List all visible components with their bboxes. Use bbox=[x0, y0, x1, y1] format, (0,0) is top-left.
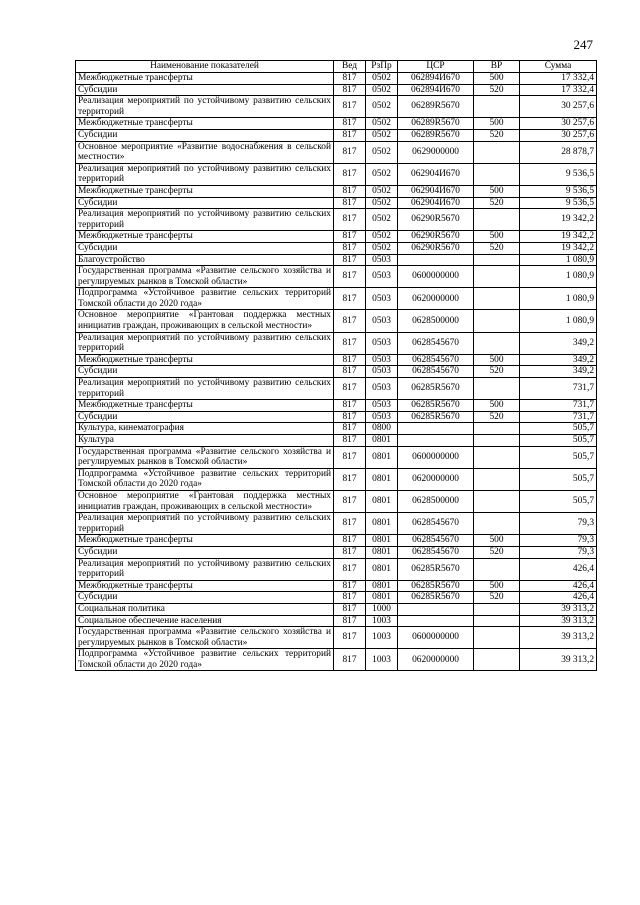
page-number: 247 bbox=[573, 37, 593, 52]
cell-rzpr: 0503 bbox=[366, 254, 398, 266]
cell-sum: 19 342,2 bbox=[520, 209, 597, 231]
table-row bbox=[76, 197, 597, 209]
cell-vr bbox=[474, 96, 520, 118]
table-row bbox=[76, 446, 597, 468]
cell-name: Реализация мероприятий по устойчивому развитию сельских территорий bbox=[76, 558, 334, 580]
cell-csr: 0620000000 bbox=[398, 288, 474, 310]
cell-sum: 426,4 bbox=[520, 558, 597, 580]
cell-vr: 520 bbox=[474, 129, 520, 141]
cell-name: Межбюджетные трансферты bbox=[76, 185, 334, 197]
cell-vr: 520 bbox=[474, 592, 520, 604]
cell-vr bbox=[474, 435, 520, 447]
cell-csr: 06285R5670 bbox=[398, 378, 474, 400]
cell-csr: 0628545670 bbox=[398, 354, 474, 366]
cell-vr: 520 bbox=[474, 242, 520, 254]
cell-vr: 500 bbox=[474, 580, 520, 592]
cell-ved: 817 bbox=[334, 490, 366, 512]
cell-ved: 817 bbox=[334, 513, 366, 535]
cell-sum: 17 332,4 bbox=[520, 73, 597, 85]
cell-ved: 817 bbox=[334, 242, 366, 254]
cell-vr bbox=[474, 649, 520, 671]
cell-csr bbox=[398, 423, 474, 435]
cell-rzpr: 0801 bbox=[366, 435, 398, 447]
cell-rzpr: 0801 bbox=[366, 558, 398, 580]
header-name: Наименование показателей bbox=[76, 61, 334, 73]
cell-vr bbox=[474, 209, 520, 231]
cell-name: Межбюджетные трансферты bbox=[76, 118, 334, 130]
cell-vr: 520 bbox=[474, 366, 520, 378]
cell-ved: 817 bbox=[334, 231, 366, 243]
cell-sum: 9 536,5 bbox=[520, 185, 597, 197]
cell-ved: 817 bbox=[334, 288, 366, 310]
cell-sum: 30 257,6 bbox=[520, 129, 597, 141]
table-row bbox=[76, 310, 597, 332]
cell-name: Субсидии bbox=[76, 546, 334, 558]
cell-rzpr: 0801 bbox=[366, 513, 398, 535]
table-row bbox=[76, 649, 597, 671]
cell-rzpr: 0503 bbox=[366, 378, 398, 400]
cell-name: Субсидии bbox=[76, 197, 334, 209]
cell-name: Реализация мероприятий по устойчивому развитию сельских территорий bbox=[76, 513, 334, 535]
cell-rzpr: 0503 bbox=[366, 411, 398, 423]
cell-name: Основное мероприятие «Развитие водоснабжения в сельской местности» bbox=[76, 141, 334, 163]
cell-rzpr: 0800 bbox=[366, 423, 398, 435]
cell-ved: 817 bbox=[334, 141, 366, 163]
cell-rzpr: 0502 bbox=[366, 231, 398, 243]
cell-rzpr: 0503 bbox=[366, 400, 398, 412]
cell-name: Субсидии bbox=[76, 129, 334, 141]
cell-csr: 0628545670 bbox=[398, 366, 474, 378]
cell-ved: 817 bbox=[334, 118, 366, 130]
table-row bbox=[76, 185, 597, 197]
cell-ved: 817 bbox=[334, 332, 366, 354]
cell-name: Подпрограмма «Устойчивое развитие сельских территорий Томской области до 2020 года» bbox=[76, 288, 334, 310]
cell-sum: 39 313,2 bbox=[520, 603, 597, 615]
cell-ved: 817 bbox=[334, 468, 366, 490]
cell-rzpr: 0801 bbox=[366, 446, 398, 468]
cell-vr bbox=[474, 254, 520, 266]
cell-rzpr: 0801 bbox=[366, 490, 398, 512]
cell-sum: 505,7 bbox=[520, 423, 597, 435]
cell-vr bbox=[474, 378, 520, 400]
cell-csr bbox=[398, 603, 474, 615]
cell-csr: 062904И670 bbox=[398, 163, 474, 185]
cell-rzpr: 0503 bbox=[366, 354, 398, 366]
cell-ved: 817 bbox=[334, 546, 366, 558]
cell-vr: 500 bbox=[474, 118, 520, 130]
cell-vr bbox=[474, 423, 520, 435]
cell-name: Межбюджетные трансферты bbox=[76, 73, 334, 85]
table-row bbox=[76, 580, 597, 592]
cell-ved: 817 bbox=[334, 209, 366, 231]
cell-vr: 500 bbox=[474, 400, 520, 412]
cell-vr bbox=[474, 288, 520, 310]
cell-csr: 0600000000 bbox=[398, 266, 474, 288]
cell-sum: 1 080,9 bbox=[520, 288, 597, 310]
table-row bbox=[76, 242, 597, 254]
cell-vr: 500 bbox=[474, 73, 520, 85]
cell-csr: 0629000000 bbox=[398, 141, 474, 163]
cell-vr: 520 bbox=[474, 84, 520, 96]
cell-sum: 505,7 bbox=[520, 490, 597, 512]
cell-rzpr: 0801 bbox=[366, 546, 398, 558]
table-row bbox=[76, 558, 597, 580]
cell-rzpr: 1003 bbox=[366, 649, 398, 671]
cell-vr bbox=[474, 163, 520, 185]
cell-ved: 817 bbox=[334, 435, 366, 447]
table-row bbox=[76, 141, 597, 163]
cell-name: Межбюджетные трансферты bbox=[76, 535, 334, 547]
cell-rzpr: 0502 bbox=[366, 163, 398, 185]
cell-csr: 0620000000 bbox=[398, 468, 474, 490]
cell-name: Культура, кинематография bbox=[76, 423, 334, 435]
cell-name: Благоустройство bbox=[76, 254, 334, 266]
cell-csr: 0628545670 bbox=[398, 535, 474, 547]
cell-name: Основное мероприятие «Грантовая поддержка местных инициатив граждан, проживающих в сельской местности» bbox=[76, 490, 334, 512]
cell-name: Субсидии bbox=[76, 366, 334, 378]
cell-csr: 0600000000 bbox=[398, 627, 474, 649]
table-row bbox=[76, 354, 597, 366]
cell-csr: 06290R5670 bbox=[398, 231, 474, 243]
cell-vr bbox=[474, 141, 520, 163]
table-row bbox=[76, 332, 597, 354]
cell-csr: 0628500000 bbox=[398, 310, 474, 332]
cell-sum: 505,7 bbox=[520, 435, 597, 447]
cell-name: Социальная политика bbox=[76, 603, 334, 615]
cell-csr: 0628545670 bbox=[398, 513, 474, 535]
cell-vr: 520 bbox=[474, 546, 520, 558]
cell-rzpr: 0801 bbox=[366, 580, 398, 592]
cell-sum: 731,7 bbox=[520, 400, 597, 412]
cell-csr: 062894И670 bbox=[398, 84, 474, 96]
table-header-row bbox=[76, 61, 597, 73]
cell-csr bbox=[398, 254, 474, 266]
cell-name: Реализация мероприятий по устойчивому развитию сельских территорий bbox=[76, 332, 334, 354]
cell-rzpr: 0502 bbox=[366, 118, 398, 130]
cell-csr: 062894И670 bbox=[398, 73, 474, 85]
cell-rzpr: 0503 bbox=[366, 266, 398, 288]
cell-rzpr: 0502 bbox=[366, 73, 398, 85]
cell-vr: 500 bbox=[474, 231, 520, 243]
table-row bbox=[76, 490, 597, 512]
cell-sum: 30 257,6 bbox=[520, 118, 597, 130]
cell-vr bbox=[474, 603, 520, 615]
cell-csr: 06289R5670 bbox=[398, 129, 474, 141]
cell-ved: 817 bbox=[334, 185, 366, 197]
table-row bbox=[76, 266, 597, 288]
cell-csr: 06285R5670 bbox=[398, 592, 474, 604]
cell-vr bbox=[474, 310, 520, 332]
cell-rzpr: 0502 bbox=[366, 84, 398, 96]
cell-name: Субсидии bbox=[76, 592, 334, 604]
table-row bbox=[76, 96, 597, 118]
cell-vr: 500 bbox=[474, 354, 520, 366]
cell-csr: 0620000000 bbox=[398, 649, 474, 671]
cell-name: Межбюджетные трансферты bbox=[76, 354, 334, 366]
cell-ved: 817 bbox=[334, 446, 366, 468]
table-row bbox=[76, 627, 597, 649]
cell-csr: 06290R5670 bbox=[398, 209, 474, 231]
cell-sum: 731,7 bbox=[520, 411, 597, 423]
cell-name: Государственная программа «Развитие сельского хозяйства и регулируемых рынков в Томской области» bbox=[76, 266, 334, 288]
cell-sum: 1 080,9 bbox=[520, 310, 597, 332]
header-rzpr: РзПр bbox=[366, 61, 398, 73]
cell-sum: 1 080,9 bbox=[520, 266, 597, 288]
cell-sum: 17 332,4 bbox=[520, 84, 597, 96]
cell-ved: 817 bbox=[334, 423, 366, 435]
cell-ved: 817 bbox=[334, 400, 366, 412]
cell-ved: 817 bbox=[334, 411, 366, 423]
cell-name: Субсидии bbox=[76, 411, 334, 423]
cell-csr: 06285R5670 bbox=[398, 580, 474, 592]
cell-name: Государственная программа «Развитие сельского хозяйства и регулируемых рынков в Томской области» bbox=[76, 446, 334, 468]
table-row bbox=[76, 378, 597, 400]
table-row bbox=[76, 468, 597, 490]
cell-ved: 817 bbox=[334, 366, 366, 378]
cell-vr bbox=[474, 513, 520, 535]
cell-sum: 9 536,5 bbox=[520, 197, 597, 209]
table-row bbox=[76, 411, 597, 423]
cell-name: Культура bbox=[76, 435, 334, 447]
cell-vr bbox=[474, 558, 520, 580]
cell-name: Подпрограмма «Устойчивое развитие сельских территорий Томской области до 2020 года» bbox=[76, 468, 334, 490]
cell-sum: 1 080,9 bbox=[520, 254, 597, 266]
table-row bbox=[76, 513, 597, 535]
table-row bbox=[76, 535, 597, 547]
cell-csr: 0628500000 bbox=[398, 490, 474, 512]
cell-vr: 500 bbox=[474, 535, 520, 547]
cell-ved: 817 bbox=[334, 197, 366, 209]
table-row bbox=[76, 231, 597, 243]
table-row bbox=[76, 254, 597, 266]
cell-rzpr: 0502 bbox=[366, 185, 398, 197]
cell-vr: 500 bbox=[474, 185, 520, 197]
cell-csr bbox=[398, 615, 474, 627]
table-body bbox=[76, 73, 597, 671]
cell-ved: 817 bbox=[334, 535, 366, 547]
cell-rzpr: 0502 bbox=[366, 129, 398, 141]
cell-ved: 817 bbox=[334, 354, 366, 366]
cell-ved: 817 bbox=[334, 580, 366, 592]
table-row bbox=[76, 615, 597, 627]
table-row bbox=[76, 129, 597, 141]
cell-vr bbox=[474, 468, 520, 490]
cell-name: Межбюджетные трансферты bbox=[76, 231, 334, 243]
cell-name: Социальное обеспечение населения bbox=[76, 615, 334, 627]
header-vr: ВР bbox=[474, 61, 520, 73]
cell-rzpr: 0502 bbox=[366, 242, 398, 254]
table-row bbox=[76, 603, 597, 615]
cell-vr: 520 bbox=[474, 411, 520, 423]
cell-vr bbox=[474, 627, 520, 649]
cell-name: Субсидии bbox=[76, 84, 334, 96]
cell-name: Подпрограмма «Устойчивое развитие сельских территорий Томской области до 2020 года» bbox=[76, 649, 334, 671]
cell-rzpr: 0502 bbox=[366, 209, 398, 231]
cell-csr: 06285R5670 bbox=[398, 558, 474, 580]
cell-rzpr: 0503 bbox=[366, 288, 398, 310]
cell-name: Реализация мероприятий по устойчивому развитию сельских территорий bbox=[76, 163, 334, 185]
cell-rzpr: 0502 bbox=[366, 96, 398, 118]
table-row bbox=[76, 163, 597, 185]
cell-csr: 06289R5670 bbox=[398, 96, 474, 118]
cell-ved: 817 bbox=[334, 73, 366, 85]
cell-sum: 28 878,7 bbox=[520, 141, 597, 163]
table-row bbox=[76, 423, 597, 435]
table-row bbox=[76, 288, 597, 310]
cell-sum: 79,3 bbox=[520, 546, 597, 558]
cell-name: Государственная программа «Развитие сельского хозяйства и регулируемых рынков в Томской области» bbox=[76, 627, 334, 649]
cell-ved: 817 bbox=[334, 129, 366, 141]
cell-ved: 817 bbox=[334, 310, 366, 332]
cell-sum: 426,4 bbox=[520, 592, 597, 604]
table-row bbox=[76, 400, 597, 412]
cell-vr: 520 bbox=[474, 197, 520, 209]
cell-vr bbox=[474, 266, 520, 288]
cell-csr: 06289R5670 bbox=[398, 118, 474, 130]
table-row bbox=[76, 73, 597, 85]
cell-csr: 0628545670 bbox=[398, 546, 474, 558]
header-sum: Сумма bbox=[520, 61, 597, 73]
cell-ved: 817 bbox=[334, 96, 366, 118]
cell-sum: 349,2 bbox=[520, 354, 597, 366]
cell-csr: 062904И670 bbox=[398, 197, 474, 209]
cell-csr: 06285R5670 bbox=[398, 411, 474, 423]
table-row bbox=[76, 546, 597, 558]
cell-sum: 39 313,2 bbox=[520, 615, 597, 627]
cell-rzpr: 0801 bbox=[366, 468, 398, 490]
cell-ved: 817 bbox=[334, 84, 366, 96]
cell-rzpr: 0503 bbox=[366, 310, 398, 332]
cell-ved: 817 bbox=[334, 627, 366, 649]
cell-csr: 0628545670 bbox=[398, 332, 474, 354]
table-row bbox=[76, 366, 597, 378]
table-row bbox=[76, 592, 597, 604]
cell-rzpr: 0502 bbox=[366, 141, 398, 163]
table-row bbox=[76, 84, 597, 96]
cell-csr: 062904И670 bbox=[398, 185, 474, 197]
cell-sum: 349,2 bbox=[520, 366, 597, 378]
cell-csr bbox=[398, 435, 474, 447]
cell-name: Реализация мероприятий по устойчивому развитию сельских территорий bbox=[76, 209, 334, 231]
cell-sum: 79,3 bbox=[520, 535, 597, 547]
cell-ved: 817 bbox=[334, 592, 366, 604]
cell-sum: 9 536,5 bbox=[520, 163, 597, 185]
table-row bbox=[76, 435, 597, 447]
cell-name: Реализация мероприятий по устойчивому развитию сельских территорий bbox=[76, 96, 334, 118]
cell-rzpr: 0503 bbox=[366, 366, 398, 378]
cell-csr: 0600000000 bbox=[398, 446, 474, 468]
cell-rzpr: 0801 bbox=[366, 535, 398, 547]
cell-rzpr: 1003 bbox=[366, 615, 398, 627]
cell-sum: 30 257,6 bbox=[520, 96, 597, 118]
budget-table bbox=[75, 60, 597, 671]
cell-ved: 817 bbox=[334, 254, 366, 266]
cell-sum: 79,3 bbox=[520, 513, 597, 535]
header-csr: ЦСР bbox=[398, 61, 474, 73]
cell-sum: 505,7 bbox=[520, 468, 597, 490]
cell-name: Межбюджетные трансферты bbox=[76, 580, 334, 592]
cell-vr bbox=[474, 615, 520, 627]
cell-rzpr: 0502 bbox=[366, 197, 398, 209]
cell-ved: 817 bbox=[334, 163, 366, 185]
cell-sum: 731,7 bbox=[520, 378, 597, 400]
cell-name: Реализация мероприятий по устойчивому развитию сельских территорий bbox=[76, 378, 334, 400]
cell-rzpr: 0801 bbox=[366, 592, 398, 604]
cell-rzpr: 1003 bbox=[366, 627, 398, 649]
header-ved: Вед bbox=[334, 61, 366, 73]
cell-sum: 19 342,2 bbox=[520, 231, 597, 243]
cell-sum: 39 313,2 bbox=[520, 649, 597, 671]
cell-sum: 39 313,2 bbox=[520, 627, 597, 649]
cell-rzpr: 1000 bbox=[366, 603, 398, 615]
cell-vr bbox=[474, 332, 520, 354]
cell-ved: 817 bbox=[334, 266, 366, 288]
cell-name: Межбюджетные трансферты bbox=[76, 400, 334, 412]
cell-ved: 817 bbox=[334, 558, 366, 580]
cell-ved: 817 bbox=[334, 649, 366, 671]
cell-vr bbox=[474, 490, 520, 512]
cell-ved: 817 bbox=[334, 603, 366, 615]
cell-sum: 19 342,2 bbox=[520, 242, 597, 254]
cell-sum: 505,7 bbox=[520, 446, 597, 468]
cell-name: Основное мероприятие «Грантовая поддержка местных инициатив граждан, проживающих в сельской местности» bbox=[76, 310, 334, 332]
cell-vr bbox=[474, 446, 520, 468]
table-row bbox=[76, 209, 597, 231]
cell-ved: 817 bbox=[334, 378, 366, 400]
cell-name: Субсидии bbox=[76, 242, 334, 254]
cell-csr: 06285R5670 bbox=[398, 400, 474, 412]
cell-sum: 426,4 bbox=[520, 580, 597, 592]
cell-rzpr: 0503 bbox=[366, 332, 398, 354]
cell-sum: 349,2 bbox=[520, 332, 597, 354]
cell-csr: 06290R5670 bbox=[398, 242, 474, 254]
cell-ved: 817 bbox=[334, 615, 366, 627]
table-row bbox=[76, 118, 597, 130]
